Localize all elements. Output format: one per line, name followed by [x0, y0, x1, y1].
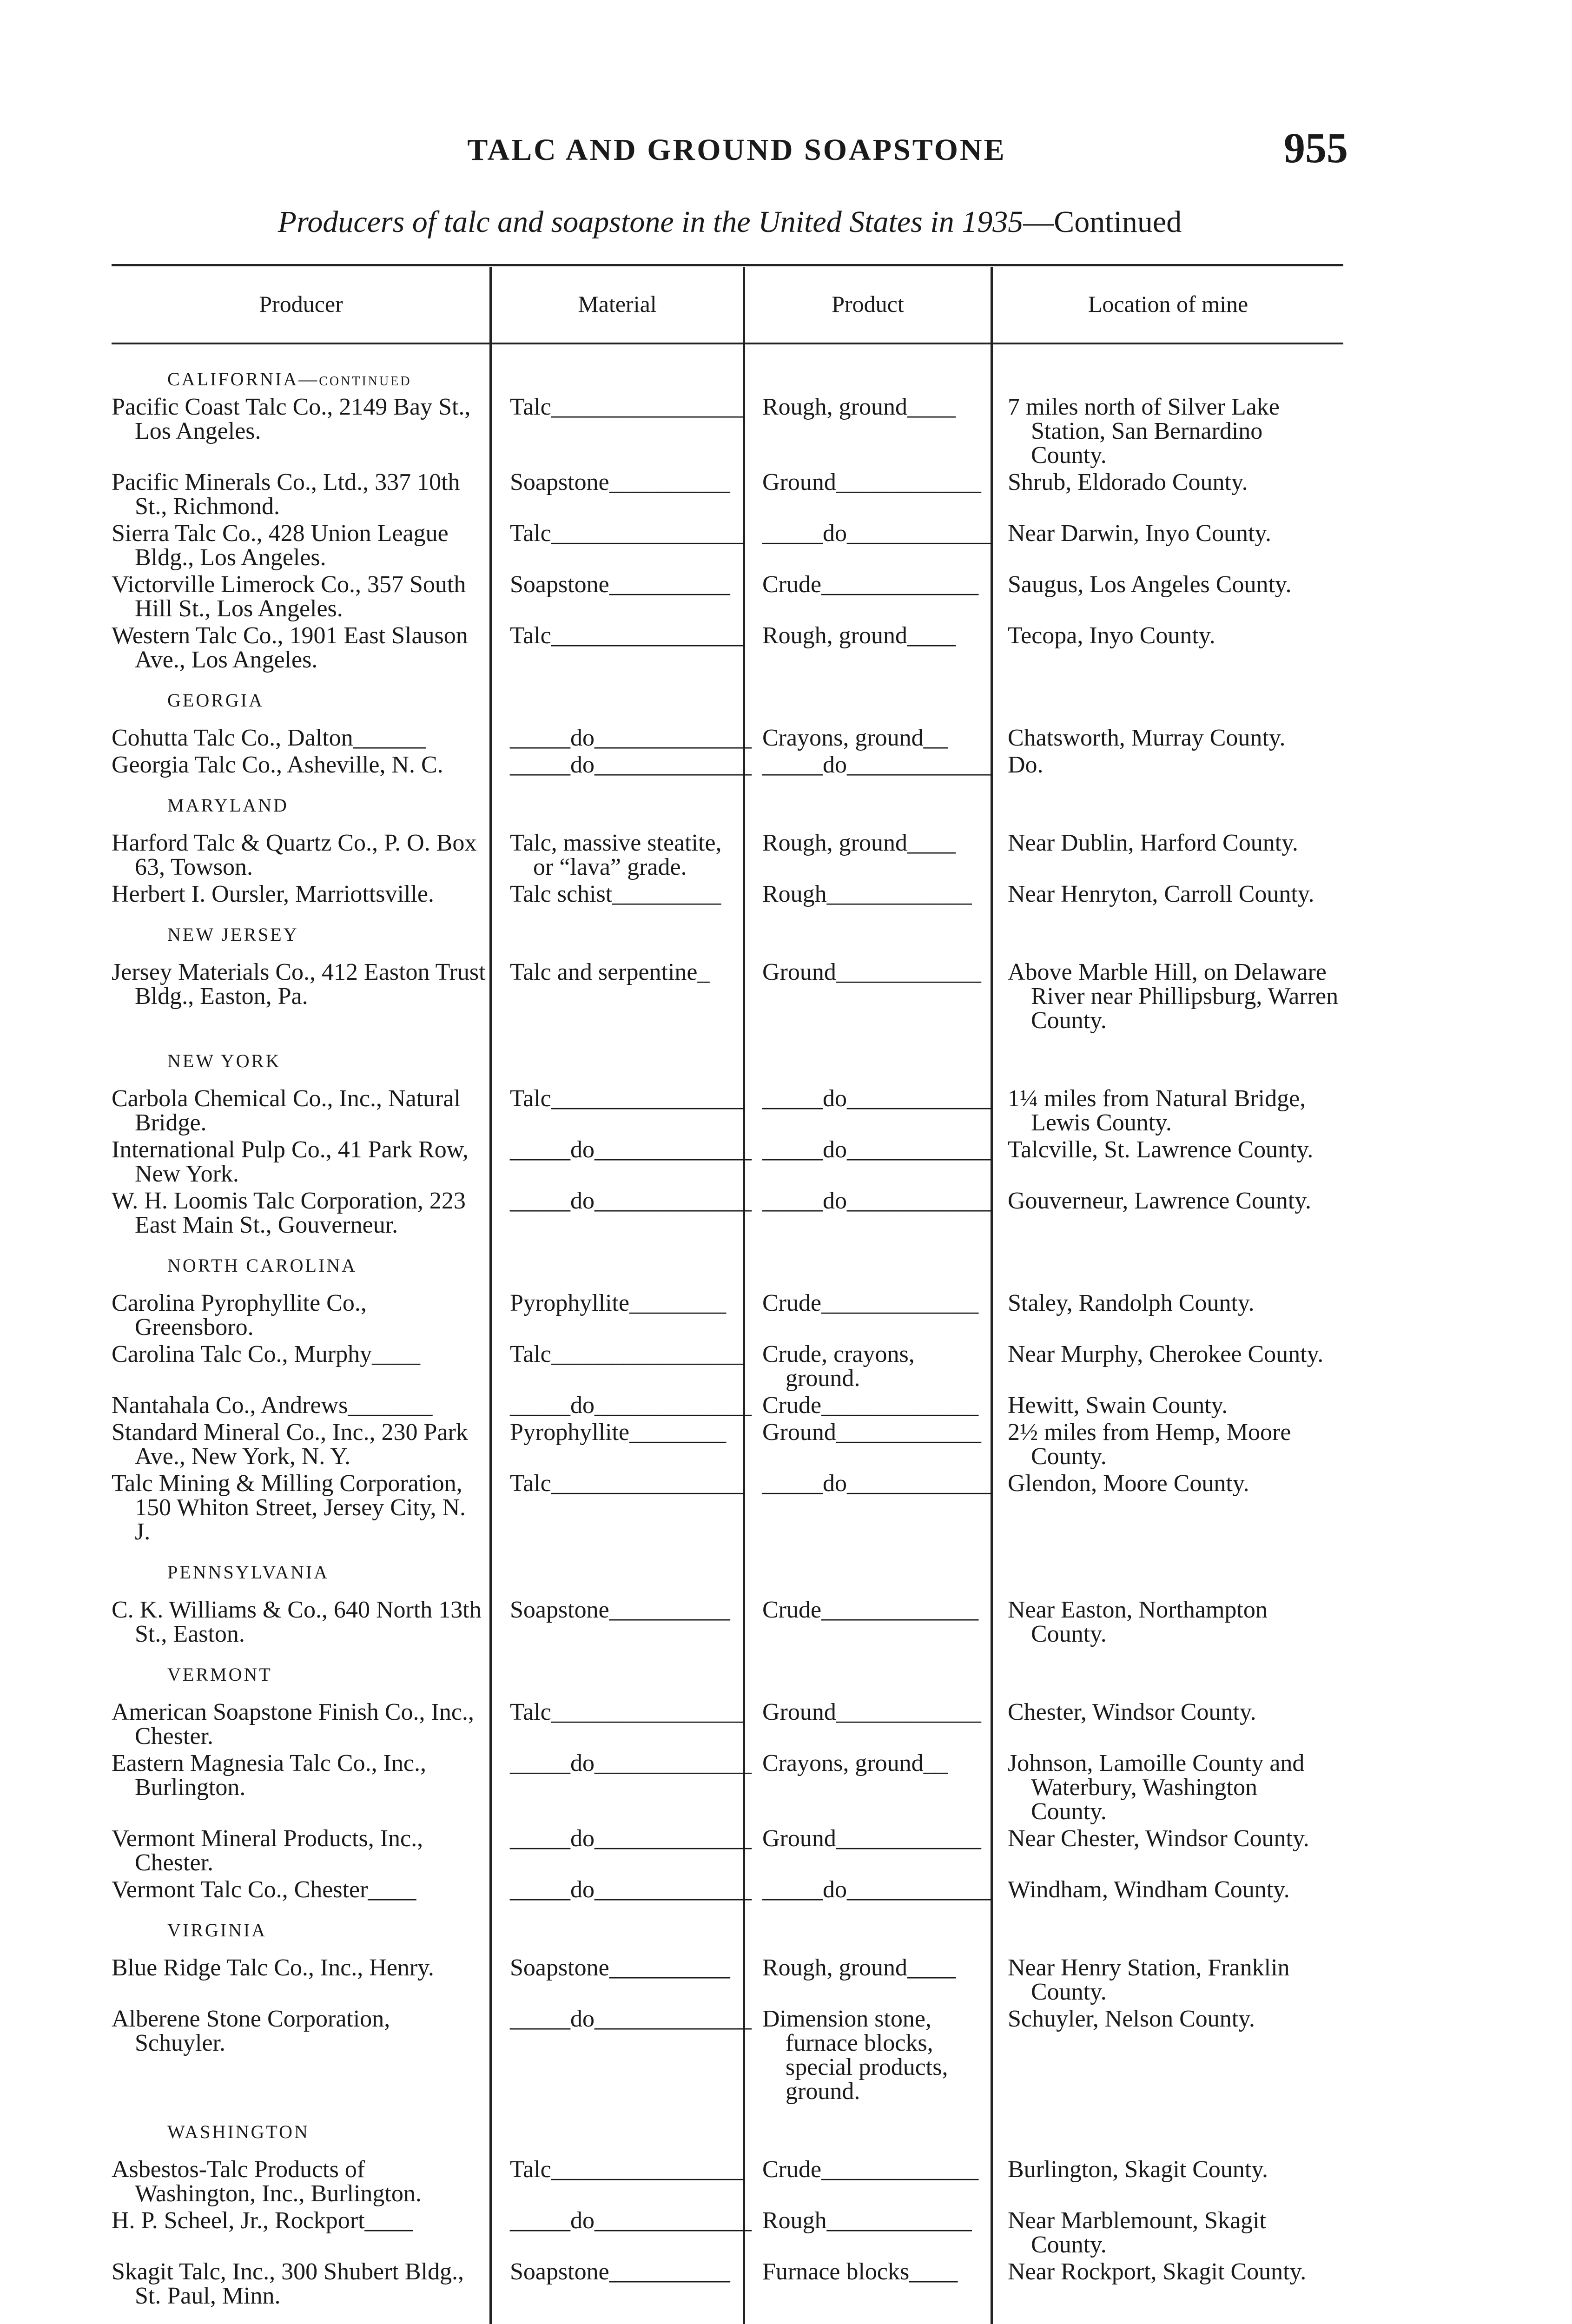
- location-cell: Near Chester, Windsor County.: [1008, 1825, 1309, 1852]
- producer-cell: Asbestos-Talc Products of Washington, Inc., Burlington.: [112, 2156, 422, 2207]
- producer-cell: Pacific Coast Talc Co., 2149 Bay St., Los Angeles.: [112, 394, 471, 444]
- table-row: [112, 960, 1343, 1033]
- material-cell: Talc________________: [510, 1470, 745, 1497]
- product-cell: Crude_____________: [762, 1290, 979, 1316]
- product-cell: _____do____________: [762, 1188, 992, 1214]
- table-row: [112, 726, 1343, 750]
- state-heading: WASHINGTON: [167, 2121, 310, 2142]
- material-cell: Talc________________: [510, 1699, 745, 1725]
- producer-cell: Pacific Minerals Co., Ltd., 337 10th St., Richmond.: [112, 469, 460, 520]
- product-cell: Ground____________: [762, 1699, 981, 1725]
- location-cell: Near Murphy, Cherokee County.: [1008, 1341, 1324, 1367]
- table-row: [112, 753, 1343, 777]
- producer-cell: C. K. Williams & Co., 640 North 13th St., Easton.: [112, 1597, 482, 1647]
- column-header-product: Product: [832, 291, 904, 317]
- material-cell: _____do_____________: [510, 1825, 752, 1852]
- table-header-rule: [112, 343, 1343, 344]
- material-cell: _____do_____________: [510, 1392, 752, 1419]
- product-cell: Crude_____________: [762, 1597, 979, 1623]
- column-header-producer: Producer: [259, 291, 343, 317]
- location-cell: Staley, Randolph County.: [1008, 1290, 1255, 1316]
- location-cell: Do.: [1008, 752, 1044, 778]
- location-cell: Chatsworth, Murray County.: [1008, 725, 1286, 751]
- location-cell: Near Marblemount, Skagit County.: [1008, 2207, 1266, 2258]
- producer-cell: Carbola Chemical Co., Inc., Natural Bridge.: [112, 1085, 461, 1136]
- location-cell: Schuyler, Nelson County.: [1008, 2006, 1255, 2032]
- location-cell: Near Darwin, Inyo County.: [1008, 520, 1272, 547]
- location-cell: 2½ miles from Hemp, Moore County.: [1008, 1419, 1291, 1470]
- producer-cell: H. P. Scheel, Jr., Rockport____: [112, 2207, 413, 2234]
- producer-cell: Cohutta Talc Co., Dalton______: [112, 725, 426, 751]
- material-cell: Talc________________: [510, 394, 745, 420]
- producer-cell: Sierra Talc Co., 428 Union League Bldg., Los Angeles.: [112, 520, 449, 571]
- caption-continued: —Continued: [1023, 205, 1182, 239]
- material-cell: Talc________________: [510, 520, 745, 547]
- table-row: [112, 624, 1343, 672]
- state-heading: NEW JERSEY: [167, 924, 299, 945]
- producer-cell: Vermont Talc Co., Chester____: [112, 1876, 416, 1903]
- table-row: [112, 1751, 1343, 1824]
- running-header-title: TALC AND GROUND SOAPSTONE: [467, 133, 1006, 167]
- location-cell: Talcville, St. Lawrence County.: [1008, 1136, 1314, 1163]
- table-top-rule: [112, 264, 1343, 266]
- state-heading: PENNSYLVANIA: [167, 1562, 330, 1583]
- producer-cell: Nantahala Co., Andrews_______: [112, 1392, 433, 1419]
- table-row: [112, 1878, 1343, 1902]
- producer-cell: Standard Mineral Co., Inc., 230 Park Ave., New York, N. Y.: [112, 1419, 468, 1470]
- state-heading: GEORGIA: [167, 690, 264, 711]
- product-cell: Crude_____________: [762, 1392, 979, 1419]
- table-row: [112, 1420, 1343, 1469]
- product-cell: Crude_____________: [762, 2156, 979, 2183]
- location-cell: Saugus, Los Angeles County.: [1008, 571, 1292, 598]
- location-cell: Near Dublin, Harford County.: [1008, 830, 1298, 856]
- producer-cell: Georgia Talc Co., Asheville, N. C.: [112, 752, 443, 778]
- material-cell: Soapstone__________: [510, 1954, 730, 1981]
- material-cell: Soapstone__________: [510, 571, 730, 598]
- table-row: [112, 1956, 1343, 2004]
- table-row: [112, 2260, 1343, 2308]
- table-row: [112, 1291, 1343, 1340]
- location-cell: Johnson, Lamoille County and Waterbury, Washington County.: [1008, 1750, 1305, 1825]
- producer-cell: Vermont Mineral Products, Inc., Chester.: [112, 1825, 423, 1876]
- product-cell: Crude, crayons, ground.: [762, 1341, 915, 1392]
- table-row: [112, 470, 1343, 519]
- material-cell: Talc________________: [510, 1341, 745, 1367]
- material-cell: Talc schist_________: [510, 881, 721, 907]
- producer-cell: Western Talc Co., 1901 East Slauson Ave., Los Angeles.: [112, 622, 468, 673]
- location-cell: Tecopa, Inyo County.: [1008, 622, 1215, 649]
- location-cell: Gouverneur, Lawrence County.: [1008, 1188, 1311, 1214]
- product-cell: Furnace blocks____: [762, 2258, 958, 2285]
- product-cell: Ground____________: [762, 1825, 981, 1852]
- producer-cell: Harford Talc & Quartz Co., P. O. Box 63, Towson.: [112, 830, 477, 880]
- location-cell: Glendon, Moore County.: [1008, 1470, 1249, 1497]
- table-row: [112, 2007, 1343, 2104]
- location-cell: Shrub, Eldorado County.: [1008, 469, 1248, 495]
- location-cell: 1¼ miles from Natural Bridge, Lewis County.: [1008, 1085, 1306, 1136]
- table-row: [112, 2209, 1343, 2257]
- producer-cell: Talc Mining & Milling Corporation, 150 Whiton Street, Jersey City, N. J.: [112, 1470, 466, 1545]
- producer-cell: W. H. Loomis Talc Corporation, 223 East Main St., Gouverneur.: [112, 1188, 466, 1238]
- table-row: [112, 882, 1343, 906]
- product-cell: Crayons, ground__: [762, 1750, 948, 1776]
- location-cell: Near Henry Station, Franklin County.: [1008, 1954, 1290, 2005]
- product-cell: Ground____________: [762, 1419, 981, 1446]
- location-cell: Hewitt, Swain County.: [1008, 1392, 1228, 1419]
- column-header-location: Location of mine: [1088, 291, 1248, 317]
- location-cell: 7 miles north of Silver Lake Station, San Bernardino County.: [1008, 394, 1280, 469]
- product-cell: Rough____________: [762, 2207, 972, 2234]
- producer-cell: Herbert I. Oursler, Marriottsville.: [112, 881, 434, 907]
- product-cell: Crayons, ground__: [762, 725, 948, 751]
- state-heading: NEW YORK: [167, 1050, 281, 1071]
- table-row: [112, 1342, 1343, 1391]
- producer-cell: Carolina Pyrophyllite Co., Greensboro.: [112, 1290, 367, 1340]
- material-cell: _____do_____________: [510, 1136, 752, 1163]
- product-cell: Rough, ground____: [762, 830, 956, 856]
- material-cell: Talc________________: [510, 2156, 745, 2183]
- product-cell: _____do____________: [762, 1085, 992, 1112]
- material-cell: Soapstone__________: [510, 469, 730, 495]
- page-number: 955: [1284, 124, 1348, 172]
- producer-cell: Blue Ridge Talc Co., Inc., Henry.: [112, 1954, 434, 1981]
- material-cell: _____do_____________: [510, 1188, 752, 1214]
- location-cell: Burlington, Skagit County.: [1008, 2156, 1268, 2183]
- material-cell: Talc________________: [510, 1085, 745, 1112]
- location-cell: Near Easton, Northampton County.: [1008, 1597, 1268, 1647]
- state-heading: VIRGINIA: [167, 1920, 267, 1941]
- producer-cell: American Soapstone Finish Co., Inc., Chester.: [112, 1699, 474, 1750]
- product-cell: Crude_____________: [762, 571, 979, 598]
- material-cell: _____do_____________: [510, 752, 752, 778]
- table-row: [112, 1700, 1343, 1749]
- table-row: [112, 1393, 1343, 1418]
- producer-cell: Skagit Talc, Inc., 300 Shubert Bldg., St. Paul, Minn.: [112, 2258, 464, 2309]
- table-row: [112, 1827, 1343, 1875]
- location-cell: Chester, Windsor County.: [1008, 1699, 1256, 1725]
- material-cell: Talc and serpentine_: [510, 959, 710, 985]
- state-heading: CALIFORNIA—continued: [167, 369, 412, 390]
- location-cell: Near Rockport, Skagit County.: [1008, 2258, 1307, 2285]
- state-heading: MARYLAND: [167, 795, 289, 816]
- table-row: [112, 1087, 1343, 1135]
- caption-italic: Producers of talc and soapstone in the United States in 1935: [277, 205, 1024, 239]
- product-cell: Dimension stone, furnace blocks, special products, ground.: [762, 2006, 948, 2105]
- material-cell: _____do_____________: [510, 2207, 752, 2234]
- table-caption: [112, 205, 1348, 240]
- table-row: [112, 831, 1343, 879]
- product-cell: Rough, ground____: [762, 1954, 956, 1981]
- material-cell: _____do_____________: [510, 2006, 752, 2032]
- product-cell: Ground____________: [762, 469, 981, 495]
- product-cell: Rough, ground____: [762, 394, 956, 420]
- material-cell: _____do_____________: [510, 1750, 752, 1776]
- table-row: [112, 2158, 1343, 2206]
- producer-cell: Jersey Materials Co., 412 Easton Trust Bldg., Easton, Pa.: [112, 959, 486, 1010]
- material-cell: Soapstone__________: [510, 2258, 730, 2285]
- producer-cell: Victorville Limerock Co., 357 South Hill St., Los Angeles.: [112, 571, 466, 622]
- table-row: [112, 1598, 1343, 1646]
- table-row: [112, 1138, 1343, 1186]
- table-row: [112, 395, 1343, 468]
- producer-cell: Alberene Stone Corporation, Schuyler.: [112, 2006, 390, 2056]
- product-cell: _____do____________: [762, 752, 992, 778]
- product-cell: _____do____________: [762, 1470, 992, 1497]
- product-cell: _____do____________: [762, 1876, 992, 1903]
- column-header-material: Material: [578, 291, 657, 317]
- material-cell: Soapstone__________: [510, 1597, 730, 1623]
- state-heading: NORTH CAROLINA: [167, 1255, 357, 1276]
- material-cell: Pyrophyllite________: [510, 1290, 727, 1316]
- state-heading: VERMONT: [167, 1664, 272, 1685]
- table-row: [112, 522, 1343, 570]
- location-cell: Near Henryton, Carroll County.: [1008, 881, 1314, 907]
- product-cell: _____do____________: [762, 1136, 992, 1163]
- table-row: [112, 1189, 1343, 1237]
- material-cell: Pyrophyllite________: [510, 1419, 727, 1446]
- material-cell: Talc, massive steatite, or “lava” grade.: [510, 830, 722, 880]
- producer-cell: Eastern Magnesia Talc Co., Inc., Burlington.: [112, 1750, 426, 1801]
- material-cell: _____do_____________: [510, 1876, 752, 1903]
- location-cell: Windham, Windham County.: [1008, 1876, 1290, 1903]
- location-cell: Above Marble Hill, on Delaware River near Phillipsburg, Warren County.: [1008, 959, 1339, 1034]
- producer-cell: Carolina Talc Co., Murphy____: [112, 1341, 421, 1367]
- product-cell: Rough____________: [762, 881, 972, 907]
- product-cell: _____do____________: [762, 520, 992, 547]
- product-cell: Ground____________: [762, 959, 981, 985]
- table-body: [112, 367, 1343, 2311]
- producer-cell: International Pulp Co., 41 Park Row, New York.: [112, 1136, 469, 1187]
- material-cell: Talc________________: [510, 622, 745, 649]
- material-cell: _____do_____________: [510, 725, 752, 751]
- table-row: [112, 1472, 1343, 1544]
- product-cell: Rough, ground____: [762, 622, 956, 649]
- table-row: [112, 573, 1343, 621]
